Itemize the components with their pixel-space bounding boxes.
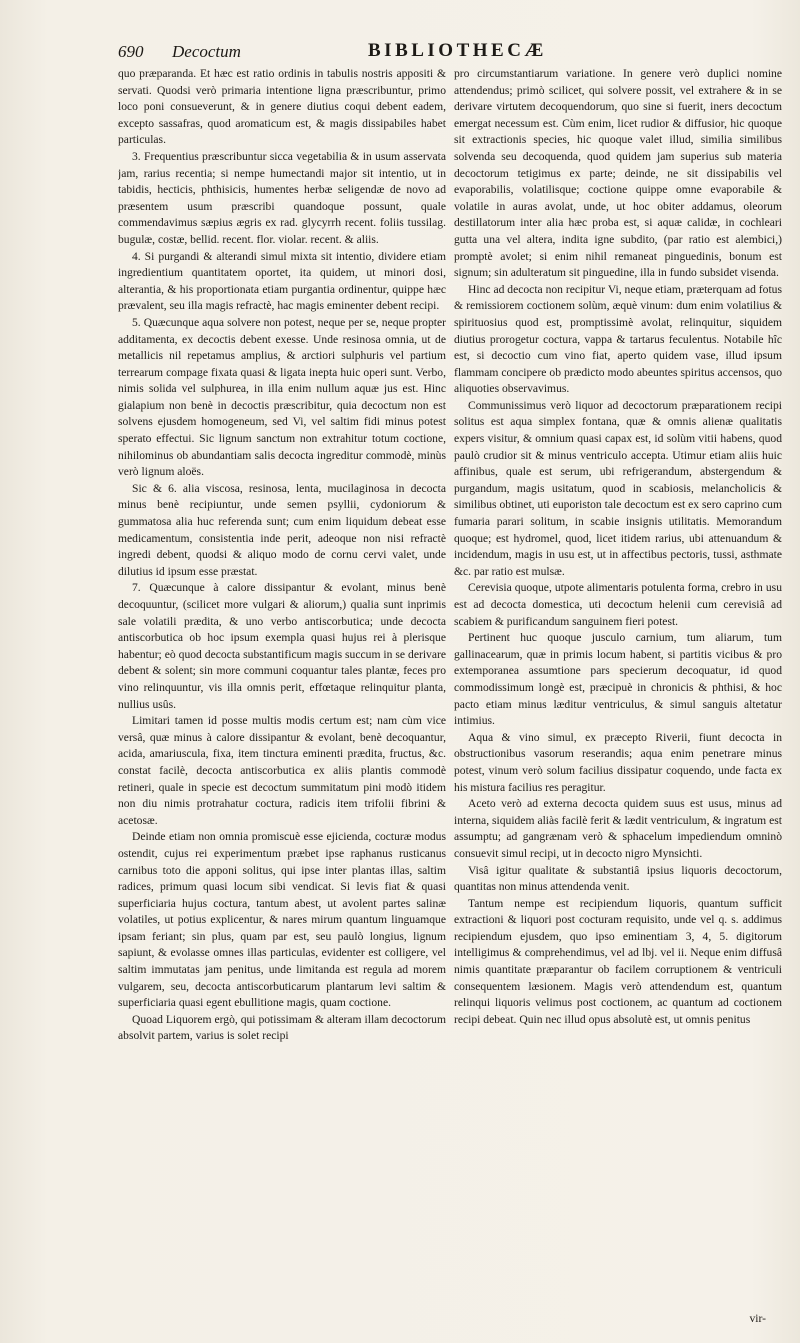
left-column bbox=[118, 66, 446, 1328]
paragraph: Communissimus verò liquor ad decoctorum præparationem recipi solitus est aqua simplex fontana, quæ & omnis alienæ qualitatis expers visitur, & omnium quasi capax est, id solùm vitii habens, quod paulò crudior sit & minus ventriculo accepta. Utimur etiam aliis huic affinibus, quale est serum, ubi refrigerandum, abstergendum & purgandum, magis usitatum, quod in scabiosis, melancholicis & similibus obtinet, uti euporiston tale decoctum est ex sero caprino cum fumaria parari solitum, in scabie insignis utilitatis. Memorandum quoque; est hydromel, quod, licet itidem rarius, ubi attenuandum & incidendum, magis in usu est, ut in affectibus pectoris, tussi, asthmate &c. par ratio est mulsæ. bbox=[454, 398, 782, 578]
paragraph: 4. Si purgandi & alterandi simul mixta sit intentio, dividere etiam ingredientium quantitatem oportet, ita quidem, ut minori dosi, alterantia, & his proportionata etiam purgantia ordinentur, quippe hæc prævalent, seu illa magis refractè, hac magis eminenter debent recipi. bbox=[118, 249, 446, 313]
paragraph: pro circumstantiarum variatione. In genere verò duplici nomine attendendus; primò scilicet, qui solvere possit, vel extrahere & in se derivare virtutem decoquendorum, quo sine si fuerit, iners decoctum emergat necessum est. Cùm enim, licet rudior & diffusior, hic quoque sit extractionis species, hic quoque valet illud, similia similibus solvenda seu decoquenda, quod quidem jam superius sub materia decoctorum tetigimus ex parte; deinde, ne sit dissipabilis vel evaporabilis, volatilisque; coctione quippe omne evaporabile & volatile in auras avolat, unde, ut hoc obiter addamus, oleorum destillatorum inter alia hæc proba est, si aquæ calidæ, in cochleari gutta una vel altera, indita igne subdito, (par ratio est alembici,) promptè avolet; si enim nihil remaneat pinguedinis, bonum est signum; sin adulteratum sit pinguedine, illa in fundo subsidet visenda. bbox=[454, 67, 782, 280]
paragraph: Aceto verò ad externa decocta quidem suus est usus, minus ad interna, siquidem aliàs facilè ferit & lædit ventriculum, & ingratum est assumptu; ad gangrænam verò & sphacelum impediendum omninò consuevit simul recipi, ut in decocto nigro Mynsichti. bbox=[454, 797, 782, 860]
paragraph: Sic & 6. alia viscosa, resinosa, lenta, mucilaginosa in decocta minus benè recipiuntur, unde semen psyllii, cydoniorum & gummatosa alia huc referenda sunt; cum enim liquidum debeat esse medicamentum, consistentia inde perit, adeoque non nisi refractè ingredi debent, quodsi & aliquo modo de cornu cervi valet, unde dilutius id ipsum esse præstat. bbox=[118, 481, 446, 578]
text-columns bbox=[118, 66, 794, 1328]
paragraph: Hinc ad decocta non recipitur Vi, neque etiam, præterquam ad fotus & remissiorem coctionem solùm, æquè vinum: dum enim volatilius & spirituosius quod est, promptissimè avolat, relinquitur, siquidem diutius prorogetur coctura, vappa & tartarus feculentus. Notabile hîc est, si decoctio cum vino fiat, aperto quidem vase, illud ipsum flammam concipere ob prædicto modo abeuntes spiritus accensos, quo aliquoties observavimus. bbox=[454, 282, 782, 396]
paragraph: Aqua & vino simul, ex præcepto Riverii, fiunt decocta in obstructionibus vasorum reserandis; aqua enim penetrare minus potest, vinum verò solum facilius dissipatur coquendo, unde facta ex his mistura facilius res peragitur. bbox=[454, 730, 782, 794]
paragraph: 3. Frequentius præscribuntur sicca vegetabilia & in usum asservata jam, rarius recentia; si nempe humectandi major sit intentio, ut in tabidis, hecticis, phthisicis, humentes herbæ seligendæ de novo ad præsentem usum præscribi quandoque possunt, quale commendavimus sæpius ægris ex rad. glycyrrh recent. foliis tussilag. bugulæ, costæ, bellid. recent. flor. violar. recent. & aliis. bbox=[118, 149, 446, 246]
paragraph: Cerevisia quoque, utpote alimentaris potulenta forma, crebro in usu est ad decocta domestica, uti decoctum helenii cum cerevisiâ ad scabiem & purificandum sanguinem fieri potest. bbox=[454, 581, 782, 628]
paragraph: Limitari tamen id posse multis modis certum est; nam cùm vice versâ, quæ minus à calore dissipantur & evolant, benè decoquantur, acida, amariuscula, fixa, item tinctura eminenti prædita, fructus, &c. constat facilè, decocta antiscorbutica ex aliis plantis commodè retineri, quale in specie est decoctum summitatum pini modò itidem non diu nimis protrahatur coctura, radicis item trifolii fibrini & acetosæ. bbox=[118, 714, 446, 827]
paragraph: Pertinent huc quoque jusculo carnium, tum aliarum, tum gallinacearum, quæ in primis locum habent, si partitis vicibus & pro extemporanea assumtione pars specierum decoquatur, id quod commodissimum longè est, præcipuè in chronicis & phthisi, & hoc pacto etiam minus læditur ventriculus, & simul sanguis altetatur intimius. bbox=[454, 631, 782, 728]
paragraph: Quoad Liquorem ergò, qui potissimam & alteram illam decoctorum absolvit partem, varius is solet recipi bbox=[118, 1012, 446, 1043]
book-title: BIBLIOTHECÆ bbox=[368, 40, 547, 61]
page-number: 690 bbox=[118, 42, 144, 61]
running-head bbox=[118, 40, 770, 66]
catchword: vir- bbox=[749, 1312, 766, 1325]
paragraph: Deinde etiam non omnia promiscuè esse ejicienda, cocturæ modus ostendit, cujus rei experimentum præbet ipse raphanus rusticanus carnibus toto die apponi solitus, qui ipse inter plantas illas, saltim radices, primum quasi locum sibi vendicat. Si levis fiat & quasi superficiaria hujus coctura, tantum abest, ut avolent partes salinæ volatiles, ut potius explicentur, & nares mirum quantum linguamque ipsam feriant; sin plus, quam par est, seu paulò longius, lignum sapiunt, & evolasse omnes illas particulas, evidenter est colligere, vel saltim immutatas jam penitus, unde limitanda est regula ad morem vulgarem, seu, decocta antiscorbuticarum plantarum levi saltim & superficiaria quasi egent ebullitione magis, quam coctione. bbox=[118, 830, 446, 1010]
paragraph: Tantum nempe est recipiendum liquoris, quantum sufficit extractioni & liquori post cocturam requisito, unde vel q. s. addimus recipiendum ejusdem, quo ipso eminentiam 3, 4, 5. digitorum intelligimus & comprehendimus, vel ad lbj. vel ii. Neque enim diffusâ nimis quantitate præparantur ob facilem corruptionem & ventriculi consequentem læsionem. Magis verò attendendum est, quantum relinqui liquoris velimus post coctionem, ac quantum ad coctionem recipi debeat. Quin nec illud opus absolutè est, ut omnis penitus bbox=[454, 896, 782, 1026]
paragraph: Visâ igitur qualitate & substantiâ ipsius liquoris decoctorum, quantitas non minus attendenda venit. bbox=[454, 863, 782, 894]
right-column bbox=[454, 66, 782, 1328]
paragraph: 5. Quæcunque aqua solvere non potest, neque per se, neque propter additamenta, ex decoctis debent exesse. Unde resinosa omnia, ut de metallicis nil repetamus amplius, & arctiori sulphuris vel partium terrearum compage fixata quasi & ligata inepta huic operi sunt. Verbo, nimis solida vel sulphurea, in illa enim nullum aquæ jus est. Hinc gialapium non benè in decoctis præscribitur, quia decoctum non est solvens ejusdem homogeneum, sed Vi, vel saltim fidi minus potest sperato effectui. Sic lignum sanctum non extrahitur totum coctione, nihilominus ob abundantiam salis decocta ingreditur commodè, minùs verò lignum aloës. bbox=[118, 315, 446, 479]
paragraph: 7. Quæcunque à calore dissipantur & evolant, minus benè decoquuntur, (scilicet more vulgari & aliorum,) qualia sunt inprimis sale volatili prædita, & uno verbo antiscorbutica; unde decocta antiscorbutica ob hoc ipsum exempla quasi hujus rei à plerisque habentur; eò quod decocta substantificum magis succum in se derivare debent & solent; sin more communi coquantur tales plantæ, feces pro vino relinquuntur, vis illa omnis perit, effœtaque relinquitur planta, nullius usûs. bbox=[118, 581, 446, 711]
paragraph: quo præparanda. Et hæc est ratio ordinis in tabulis nostris appositi & servati. Quodsi verò primaria intentione ligna præscribuntur, primo loco poni consueverunt, & in genere diutius coqui debent eadem, excepto sassafras, quod aromaticum est, & magis dissipabiles habet particulas. bbox=[118, 67, 446, 147]
running-keyword: Decoctum bbox=[172, 42, 241, 61]
